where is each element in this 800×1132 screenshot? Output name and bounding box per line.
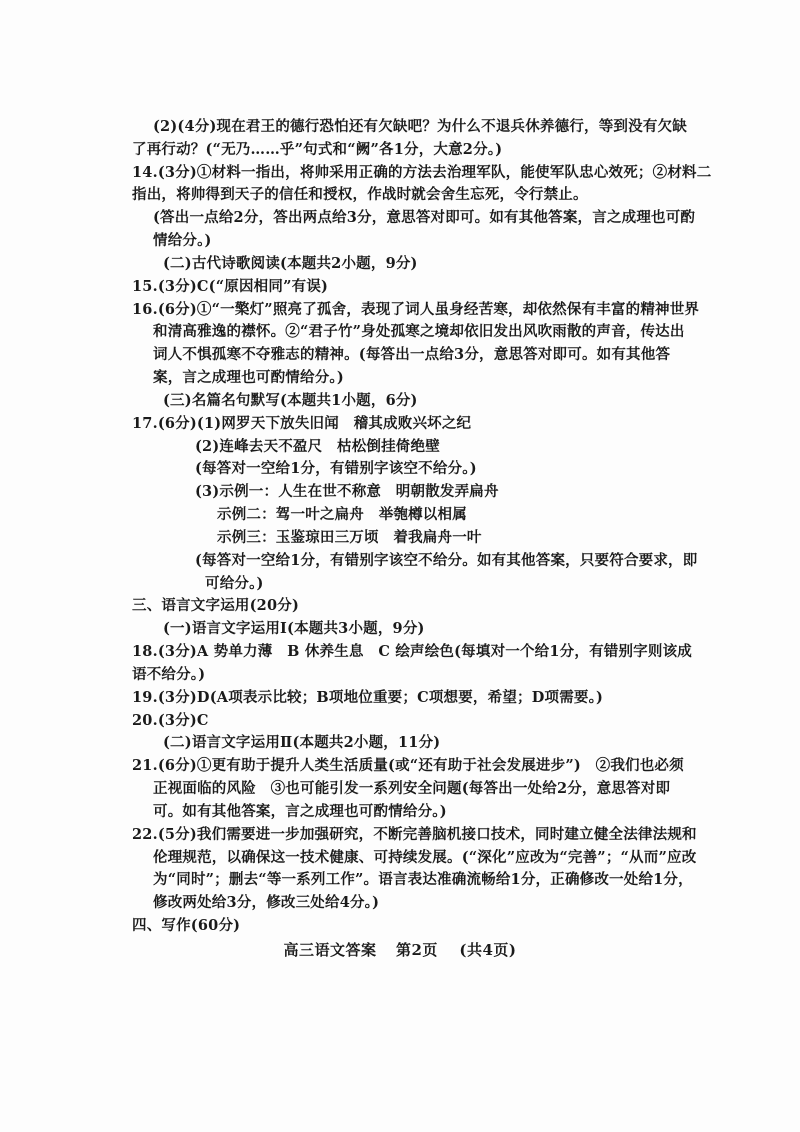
answer-13-2-line-2: 了再行动？(“无乃……乎”句式和“阙”各1分，大意2分。) (132, 141, 503, 158)
answer-22-line-3: 为“同时”；删去“等一系列工作”。语言表达准确流畅给1分，正确修改一处给1分， (153, 871, 693, 888)
answer-17-line-4: (3)示例一：人生在世不称意 明朝散发弄扁舟 (195, 483, 499, 500)
answer-21-line-2: 正视面临的风险 ③也可能引发一系列安全问题(每答出一处给2分，意思答对即 (153, 780, 671, 797)
section-three-heading: 三、语言文字运用(20分) (132, 597, 299, 614)
page-footer (0, 939, 800, 960)
answer-14-line-2: 指出，将帅得到天子的信任和授权，作战时就会舍生忘死，令行禁止。 (132, 186, 588, 203)
answer-17-line-2: (2)连峰去天不盈尺 枯松倒挂倚绝壁 (195, 438, 440, 455)
answer-21-line-3: 可。如有其他答案，言之成理也可酌情给分。) (153, 803, 447, 820)
answer-18-line-2: 语不给分。) (132, 666, 206, 683)
section-famous-quotes-heading: (三)名篇名句默写(本题共1小题，6分) (163, 392, 418, 409)
section-language-use-1-heading: (一)语言文字运用Ⅰ(本题共3小题，9分) (163, 620, 425, 637)
answer-17-line-1: 17.(6分)(1)网罗天下放失旧闻 稽其成败兴坏之纪 (132, 415, 472, 432)
answer-15: 15.(3分)C(“原因相同”有误) (132, 278, 329, 295)
answer-21-line-1: 21.(6分)①更有助于提升人类生活质量(或“还有助于社会发展进步”) ②我们也必须 (132, 757, 684, 774)
answer-20: 20.(3分)C (132, 712, 209, 729)
section-four-heading: 四、写作(60分) (132, 917, 241, 934)
answer-17-line-3: (每答对一空给1分，有错别字该空不给分。) (195, 460, 477, 477)
answer-14-line-4: 情给分。) (153, 232, 212, 249)
section-language-use-2-heading: (二)语言文字运用Ⅱ(本题共2小题，11分) (163, 734, 441, 751)
answer-13-2-line-1: (2)(4分)现在君王的德行恐怕还有欠缺吧？为什么不退兵休养德行，等到没有欠缺 (153, 118, 687, 135)
answer-17-line-8: 可给分。) (205, 575, 264, 592)
section-ancient-poetry-heading: (二)古代诗歌阅读(本题共2小题，9分) (163, 255, 418, 272)
footer-total-pages: (共4页) (459, 941, 517, 959)
answer-19: 19.(3分)D(A项表示比较；B项地位重要；C项想要，希望；D项需要。) (132, 689, 604, 706)
answer-17-line-6: 示例三：玉鉴琼田三万顷 着我扁舟一叶 (217, 529, 482, 546)
footer-page-number: 第2页 (395, 941, 438, 959)
answer-16-line-3: 词人不惧孤寒不夺雅志的精神。(每答出一点给3分，意思答对即可。如有其他答 (153, 346, 671, 363)
answer-17-line-7: (每答对一空给1分，有错别字该空不给分。如有其他答案，只要符合要求，即 (195, 552, 698, 569)
answer-22-line-4: 修改两处给3分，修改三处给4分。) (153, 894, 380, 911)
answer-18-line-1: 18.(3分)A 势单力薄 B 休养生息 C 绘声绘色(每填对一个给1分，有错别字则该成 (132, 643, 692, 660)
answer-14-line-3: (答出一点给2分，答出两点给3分，意思答对即可。如有其他答案，言之成理也可酌 (153, 209, 696, 226)
answer-16-line-1: 16.(6分)①“一檠灯”照亮了孤舍，表现了词人虽身经苦寒，却依然保有丰富的精神世界 (132, 301, 700, 318)
answer-16-line-2: 和清高雅逸的襟怀。②“君子竹”身处孤寒之境却依旧发出风吹雨散的声音，传达出 (153, 323, 685, 340)
answer-16-line-4: 案，言之成理也可酌情给分。) (153, 369, 344, 386)
footer-title: 高三语文答案 (283, 941, 377, 959)
answer-22-line-2: 伦理规范，以确保这一技术健康、可持续发展。(“深化”应改为“完善”；“从而”应改 (153, 849, 697, 866)
answer-14-line-1: 14.(3分)①材料一指出，将帅采用正确的方法去治理军队，能使军队忠心效死；②材料二 (132, 164, 712, 181)
answer-22-line-1: 22.(5分)我们需要进一步加强研究，不断完善脑机接口技术，同时建立健全法律法规和 (132, 826, 697, 843)
answer-17-line-5: 示例二：驾一叶之扁舟 举匏樽以相属 (217, 506, 467, 523)
